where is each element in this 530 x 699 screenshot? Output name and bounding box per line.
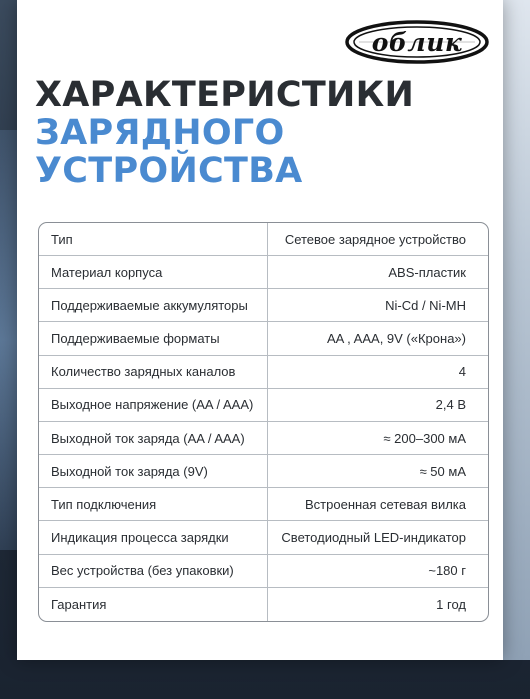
table-row <box>39 223 488 256</box>
spec-value: ABS-пластик <box>388 264 466 280</box>
table-row <box>39 521 488 554</box>
spec-label: Материал корпуса <box>39 256 268 288</box>
brand-logo <box>345 20 489 64</box>
spec-value: Встроенная сетевая вилка <box>305 496 466 512</box>
spec-label: Гарантия <box>39 588 268 621</box>
logo-text: облик <box>371 27 463 57</box>
spec-label: Выходное напряжение (AA / AAA) <box>39 389 268 421</box>
spec-table <box>38 222 489 622</box>
table-row <box>39 588 488 621</box>
title-line-3: УСТРОЙСТВА <box>35 151 303 191</box>
spec-card <box>17 0 503 660</box>
spec-value: 2,4 В <box>435 397 466 413</box>
table-row <box>39 488 488 521</box>
spec-label: Индикация процесса зарядки <box>39 521 268 553</box>
spec-value: ~180 г <box>428 563 466 579</box>
table-row <box>39 389 488 422</box>
spec-value: 4 <box>458 364 466 380</box>
spec-value: 1 год <box>436 596 466 612</box>
background-glow-left <box>0 130 18 550</box>
spec-value: Сетевое зарядное устройство <box>284 231 466 247</box>
spec-label: Количество зарядных каналов <box>39 356 268 388</box>
table-row <box>39 289 488 322</box>
spec-label: Выходной ток заряда (9V) <box>39 455 268 487</box>
table-row <box>39 555 488 588</box>
table-row <box>39 422 488 455</box>
background-glow-right <box>503 0 530 660</box>
spec-label: Вес устройства (без упаковки) <box>39 555 268 587</box>
spec-value: Ni-Cd / Ni-MH <box>385 297 466 313</box>
table-row <box>39 256 488 289</box>
page-title <box>35 76 414 190</box>
spec-label: Выходной ток заряда (AA / AAA) <box>39 422 268 454</box>
spec-label: Тип <box>39 223 268 255</box>
title-line-2: ЗАРЯДНОГО <box>35 113 285 153</box>
table-row <box>39 455 488 488</box>
spec-label: Поддерживаемые аккумуляторы <box>39 289 268 321</box>
spec-value: Светодиодный LED-индикатор <box>281 529 466 545</box>
table-row <box>39 356 488 389</box>
spec-value: AA , AAA, 9V («Крона») <box>326 331 466 347</box>
spec-value: ≈ 50 мА <box>419 463 466 479</box>
title-line-1: ХАРАКТЕРИСТИКИ <box>35 75 415 115</box>
spec-label: Тип подключения <box>39 488 268 520</box>
table-row <box>39 322 488 355</box>
spec-label: Поддерживаемые форматы <box>39 322 268 354</box>
spec-value: ≈ 200–300 мА <box>383 430 466 446</box>
